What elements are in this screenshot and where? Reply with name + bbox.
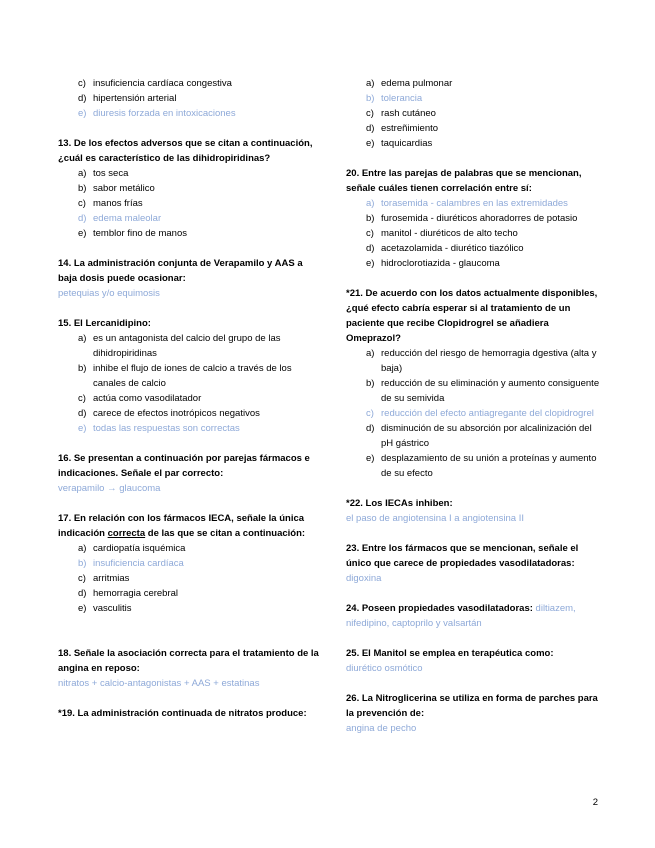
option-item-correct: e) diuresis forzada en intoxicaciones [78, 108, 236, 119]
option-item-correct: b) tolerancia [366, 93, 423, 104]
question-24: 24. Poseen propiedades vasodilatadoras: diltiazem, [346, 603, 576, 614]
question-22: *22. Los IECAs inhiben: [346, 498, 453, 509]
option-list-q21 [346, 346, 602, 481]
option-item: e) vasculitis [78, 603, 132, 614]
option-item: d) estreñimiento [366, 123, 439, 134]
option-item: a) cardiopatía isquémica [78, 543, 186, 554]
answer-14: petequias y/o equimosis [58, 288, 160, 299]
question-17: 17. En relación con los fármacos IECA, señale la única indicación correcta de las que se citan a continuación: [58, 513, 306, 539]
answer-25: diurético osmótico [346, 663, 423, 674]
option-item: c) rash cutáneo [366, 108, 436, 119]
question-16: 16. Se presentan a continuación por parejas fármacos e indicaciones. Señale el par correcto: [58, 453, 310, 479]
question-14: 14. La administración conjunta de Verapamilo y AAS a baja dosis puede ocasionar: [58, 258, 303, 284]
option-item: e) taquicardias [366, 138, 433, 149]
option-item: e) temblor fino de manos [78, 228, 187, 239]
option-item: c) actúa como vasodilatador [78, 393, 202, 404]
answer-18: nitratos + calcio-antagonistas + AAS + estatinas [58, 678, 260, 689]
question-21: *21. De acuerdo con los datos actualmente disponibles, ¿qué efecto cabría esperar si al tratamiento de un paciente que recibe Clopidrogrel se añadiera Omeprazol? [346, 288, 598, 344]
option-list-q12 [58, 76, 324, 121]
option-item-correct: a) torasemida - calambres en las extremidades [366, 198, 568, 209]
option-item: b) reducción de su eliminación y aumento consiguente de su semivida [366, 378, 600, 404]
option-item-correct: c) reducción del efecto antiagregante del clopidrogrel [366, 408, 594, 419]
option-item: b) sabor metálico [78, 183, 155, 194]
option-item-correct: d) edema maleolar [78, 213, 162, 224]
option-item: e) hidroclorotiazida - glaucoma [366, 258, 500, 269]
option-item: c) manitol - diuréticos de alto techo [366, 228, 518, 239]
option-item: e) desplazamiento de su unión a proteínas y aumento de su efecto [366, 453, 597, 479]
question-25: 25. El Manitol se emplea en terapéutica como: [346, 648, 554, 659]
option-item: a) reducción del riesgo de hemorragia dgestiva (alta y baja) [366, 348, 597, 374]
question-15: 15. El Lercanidipino: [58, 318, 151, 329]
option-item: c) arritmias [78, 573, 130, 584]
answer-26: angina de pecho [346, 723, 417, 734]
option-list-q20 [346, 196, 602, 271]
option-item: d) acetazolamida - diurético tiazólico [366, 243, 524, 254]
option-item: a) tos seca [78, 168, 129, 179]
option-item: c) manos frías [78, 198, 143, 209]
option-item: d) hipertensión arterial [78, 93, 177, 104]
question-23: 23. Entre los fármacos que se mencionan, señale el único que carece de propiedades vasodilatadoras: [346, 543, 579, 569]
question-26: 26. La Nitroglicerina se utiliza en forma de parches para la prevención de: [346, 693, 598, 719]
question-19: *19. La administración continuada de nitratos produce: [58, 708, 307, 719]
page-number: 2 [592, 797, 598, 808]
option-item: a) edema pulmonar [366, 78, 453, 89]
option-item: d) disminución de su absorción por alcalinización del pH gástrico [366, 423, 592, 449]
answer-22: el paso de angiotensina I a angiotensina II [346, 513, 524, 524]
option-item-correct: e) todas las respuestas son correctas [78, 423, 240, 434]
answer-16: verapamilo → glaucoma [58, 483, 161, 494]
option-item: b) inhibe el flujo de iones de calcio a través de los canales de calcio [78, 363, 292, 389]
answer-24-inline: diltiazem, [532, 603, 576, 614]
option-list-q15 [58, 331, 324, 436]
option-item: c) insuficiencia cardíaca congestiva [78, 78, 232, 89]
option-list-q17 [58, 541, 324, 616]
option-item: b) furosemida - diuréticos ahoradorres de potasio [366, 213, 578, 224]
option-item-correct: b) insuficiencia cardíaca [78, 558, 184, 569]
question-13: 13. De los efectos adversos que se citan a continuación, ¿cuál es característico de las dihidropiridinas? [58, 138, 313, 164]
question-18: 18. Señale la asociación correcta para el tratamiento de la angina en reposo: [58, 648, 319, 674]
question-20: 20. Entre las parejas de palabras que se mencionan, señale cuáles tienen correlación entre sí: [346, 168, 582, 194]
option-item: d) hemorragia cerebral [78, 588, 179, 599]
option-item: a) es un antagonista del calcio del grupo de las dihidropiridinas [78, 333, 281, 359]
option-list-q19 [346, 76, 602, 151]
answer-24: nifedipino, captoprilo y valsartán [346, 618, 482, 629]
answer-23: digoxina [346, 573, 382, 584]
right-column [346, 76, 602, 736]
option-list-q13 [58, 166, 324, 241]
option-item: d) carece de efectos inotrópicos negativos [78, 408, 260, 419]
left-column [58, 76, 324, 721]
